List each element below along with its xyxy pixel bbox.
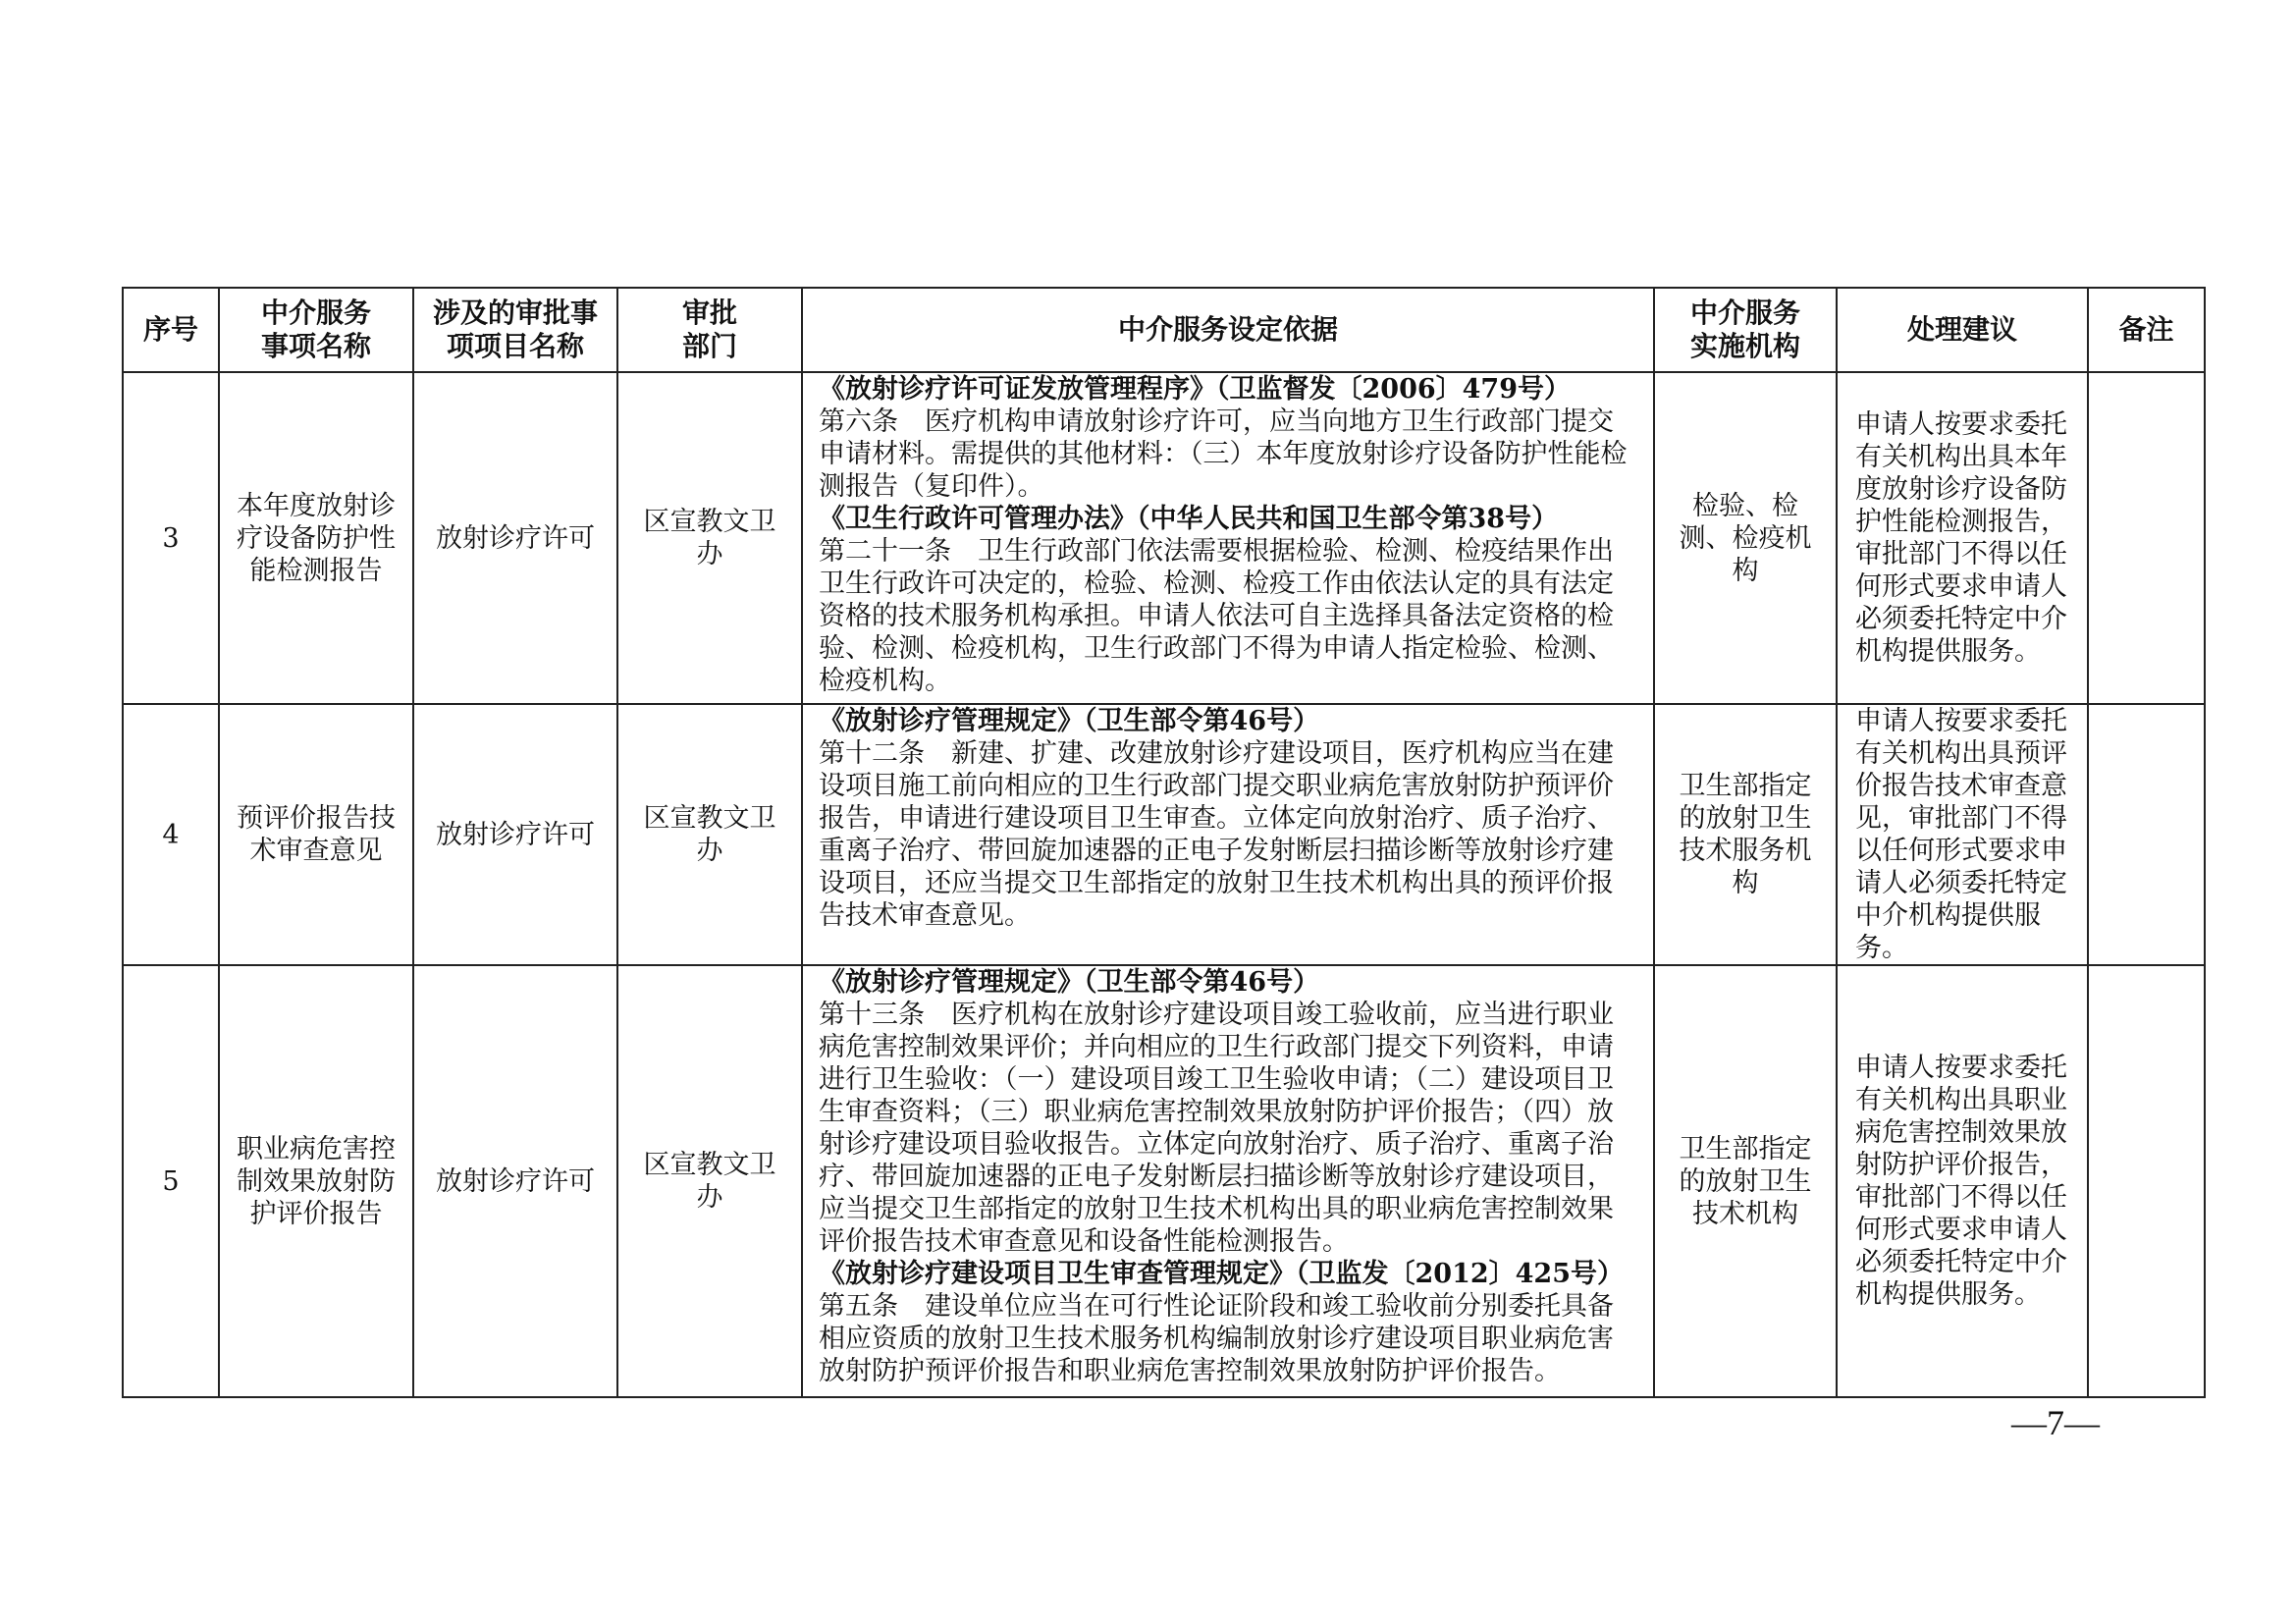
basis-clause: 第十三条 医疗机构在放射诊疗建设项目竣工验收前，应当进行职业病危害控制效果评价；并向相应的卫生行政部门提交下列资料，申请进行卫生验收：（一）建设项目竣工卫生验收申请；（二）建设项目卫生审查资料；（三）职业病危害控制效果放射防护评价报告；（四）放射诊疗建设项目验收报告。立体定向放射治疗、质子治疗、重离子治疗、带回旋加速器的正电子发射断层扫描诊断等放射诊疗建设项目，应当提交卫生部指定的放射卫生技术机构出具的职业病危害控制效果评价报告技术审查意见和设备性能检测报告。 bbox=[819, 1000, 1614, 1257]
table-row bbox=[123, 372, 2205, 704]
cell-approval-item: 放射诊疗许可 bbox=[413, 965, 617, 1397]
basis-law: 《放射诊疗管理规定》（卫生部令第46号） bbox=[819, 967, 1320, 998]
header-dept: 审批 部门 bbox=[617, 288, 802, 372]
basis-law: 《放射诊疗许可证发放管理程序》（卫监督发〔2006〕479号） bbox=[819, 374, 1572, 405]
cell-remarks bbox=[2088, 372, 2205, 704]
header-agency: 中介服务 实施机构 bbox=[1654, 288, 1837, 372]
header-approval-item: 涉及的审批事 项项目名称 bbox=[413, 288, 617, 372]
cell-dept: 区宣教文卫办 bbox=[617, 704, 802, 965]
cell-service-name: 本年度放射诊疗设备防护性能检测报告 bbox=[219, 372, 413, 704]
cell-basis bbox=[802, 704, 1654, 965]
page-number: —7— bbox=[2011, 1403, 2100, 1442]
header-remarks: 备注 bbox=[2088, 288, 2205, 372]
table-row bbox=[123, 965, 2205, 1397]
header-service-name: 中介服务 事项名称 bbox=[219, 288, 413, 372]
cell-service-name: 预评价报告技术审查意见 bbox=[219, 704, 413, 965]
cell-seq: 5 bbox=[123, 965, 219, 1397]
service-table bbox=[122, 287, 2206, 1398]
cell-agency: 卫生部指定的放射卫生技术机构 bbox=[1654, 965, 1837, 1397]
cell-agency: 卫生部指定的放射卫生技术服务机构 bbox=[1654, 704, 1837, 965]
cell-agency: 检验、检测、检疫机构 bbox=[1654, 372, 1837, 704]
cell-remarks bbox=[2088, 704, 2205, 965]
cell-suggestion: 申请人按要求委托有关机构出具预评价报告技术审查意见，审批部门不得以任何形式要求申请人必须委托特定中介机构提供服务。 bbox=[1837, 704, 2088, 965]
basis-clause: 第五条 建设单位应当在可行性论证阶段和竣工验收前分别委托具备相应资质的放射卫生技术服务机构编制放射诊疗建设项目职业病危害放射防护预评价报告和职业病危害控制效果放射防护评价报告。 bbox=[819, 1291, 1614, 1386]
header-basis: 中介服务设定依据 bbox=[802, 288, 1654, 372]
cell-suggestion: 申请人按要求委托有关机构出具本年度放射诊疗设备防护性能检测报告，审批部门不得以任何形式要求申请人必须委托特定中介机构提供服务。 bbox=[1837, 372, 2088, 704]
basis-clause: 第六条 医疗机构申请放射诊疗许可，应当向地方卫生行政部门提交申请材料。需提供的其他材料：（三）本年度放射诊疗设备防护性能检测报告（复印件）。 bbox=[819, 406, 1628, 502]
table-row bbox=[123, 704, 2205, 965]
basis-law: 《放射诊疗建设项目卫生审查管理规定》（卫监发〔2012〕425号） bbox=[819, 1259, 1625, 1289]
cell-seq: 3 bbox=[123, 372, 219, 704]
cell-suggestion: 申请人按要求委托有关机构出具职业病危害控制效果放射防护评价报告，审批部门不得以任何形式要求申请人必须委托特定中介机构提供服务。 bbox=[1837, 965, 2088, 1397]
cell-dept: 区宣教文卫办 bbox=[617, 965, 802, 1397]
basis-clause: 第十二条 新建、扩建、改建放射诊疗建设项目，医疗机构应当在建设项目施工前向相应的卫生行政部门提交职业病危害放射防护预评价报告，申请进行建设项目卫生审查。立体定向放射治疗、质子治疗、重离子治疗、带回旋加速器的正电子发射断层扫描诊断等放射诊疗建设项目，还应当提交卫生部指定的放射卫生技术机构出具的预评价报告技术审查意见。 bbox=[819, 738, 1614, 931]
basis-law: 《卫生行政许可管理办法》（中华人民共和国卫生部令第38号） bbox=[819, 504, 1559, 534]
basis-clause: 第二十一条 卫生行政部门依法需要根据检验、检测、检疫结果作出卫生行政许可决定的，检验、检测、检疫工作由依法认定的具有法定资格的技术服务机构承担。申请人依法可自主选择具备法定资格的检验、检测、检疫机构，卫生行政部门不得为申请人指定检验、检测、检疫机构。 bbox=[819, 536, 1614, 696]
basis-law: 《放射诊疗管理规定》（卫生部令第46号） bbox=[819, 706, 1320, 736]
cell-service-name: 职业病危害控制效果放射防护评价报告 bbox=[219, 965, 413, 1397]
cell-basis bbox=[802, 372, 1654, 704]
table-header-row bbox=[123, 288, 2205, 372]
cell-remarks bbox=[2088, 965, 2205, 1397]
cell-seq: 4 bbox=[123, 704, 219, 965]
cell-dept: 区宣教文卫办 bbox=[617, 372, 802, 704]
cell-approval-item: 放射诊疗许可 bbox=[413, 372, 617, 704]
cell-approval-item: 放射诊疗许可 bbox=[413, 704, 617, 965]
header-suggestion: 处理建议 bbox=[1837, 288, 2088, 372]
cell-basis bbox=[802, 965, 1654, 1397]
header-seq: 序号 bbox=[123, 288, 219, 372]
